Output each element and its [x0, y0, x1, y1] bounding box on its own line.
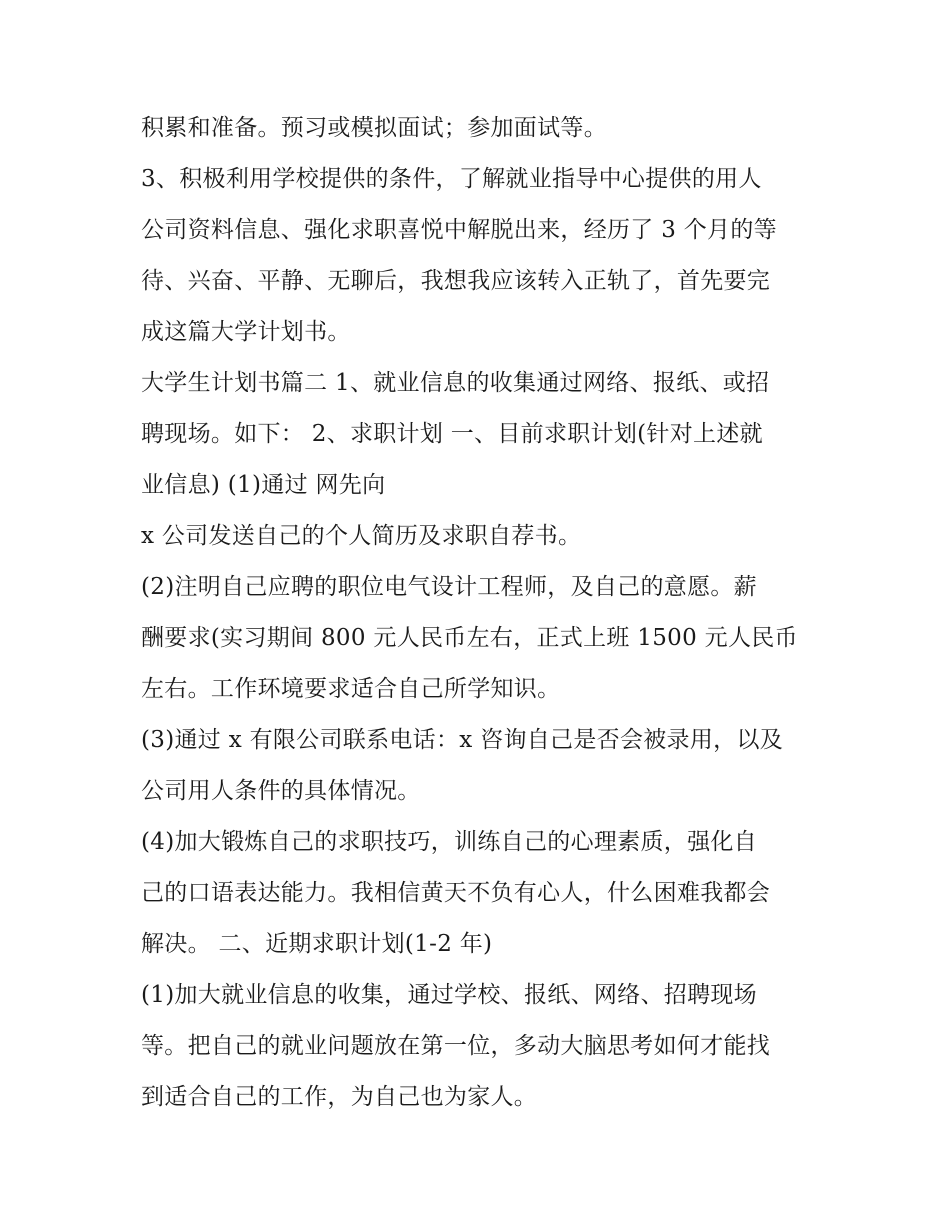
- text-line: 聘现场。如下： 2、求职计划 一、目前求职计划(针对上述就: [141, 421, 763, 447]
- text-line: 成这篇大学计划书。: [141, 319, 351, 345]
- document-body: [141, 103, 821, 1123]
- text-line: 待、兴奋、平静、无聊后，我想我应该转入正轨了，首先要完: [141, 268, 771, 294]
- text-line: (2)注明自己应聘的职位电气设计工程师，及自己的意愿。薪: [141, 574, 757, 600]
- text-line: 3、积极利用学校提供的条件，了解就业指导中心提供的用人: [141, 166, 762, 192]
- text-line: (1)加大就业信息的收集，通过学校、报纸、网络、招聘现场: [141, 982, 757, 1008]
- text-line: 公司资料信息、强化求职喜悦中解脱出来，经历了 3 个月的等: [141, 217, 777, 243]
- text-line: (4)加大锻炼自己的求职技巧，训练自己的心理素质，强化自: [141, 829, 757, 855]
- text-line: 积累和准备。预习或模拟面试；参加面试等。: [141, 115, 607, 141]
- text-line: 解决。 二、近期求职计划(1-2 年): [141, 931, 493, 957]
- text-line: 己的口语表达能力。我相信黄天不负有心人，什么困难我都会: [141, 880, 771, 906]
- text-line: 到适合自己的工作，为自己也为家人。: [141, 1084, 538, 1110]
- text-line: 酬要求(实习期间 800 元人民币左右，正式上班 1500 元人民币: [141, 625, 798, 651]
- text-line: 公司用人条件的具体情况。: [141, 778, 421, 804]
- text-line: x 公司发送自己的个人简历及求职自荐书。: [141, 523, 582, 549]
- text-line: (3)通过 x 有限公司联系电话：x 咨询自己是否会被录用，以及: [141, 727, 784, 753]
- text-line: 大学生计划书篇二 1、就业信息的收集通过网络、报纸、或招: [141, 370, 770, 396]
- text-line: 等。把自己的就业问题放在第一位，多动大脑思考如何才能找: [141, 1033, 771, 1059]
- text-line: 左右。工作环境要求适合自己所学知识。: [141, 676, 561, 702]
- text-line: 业信息) (1)通过 网先向: [141, 472, 386, 498]
